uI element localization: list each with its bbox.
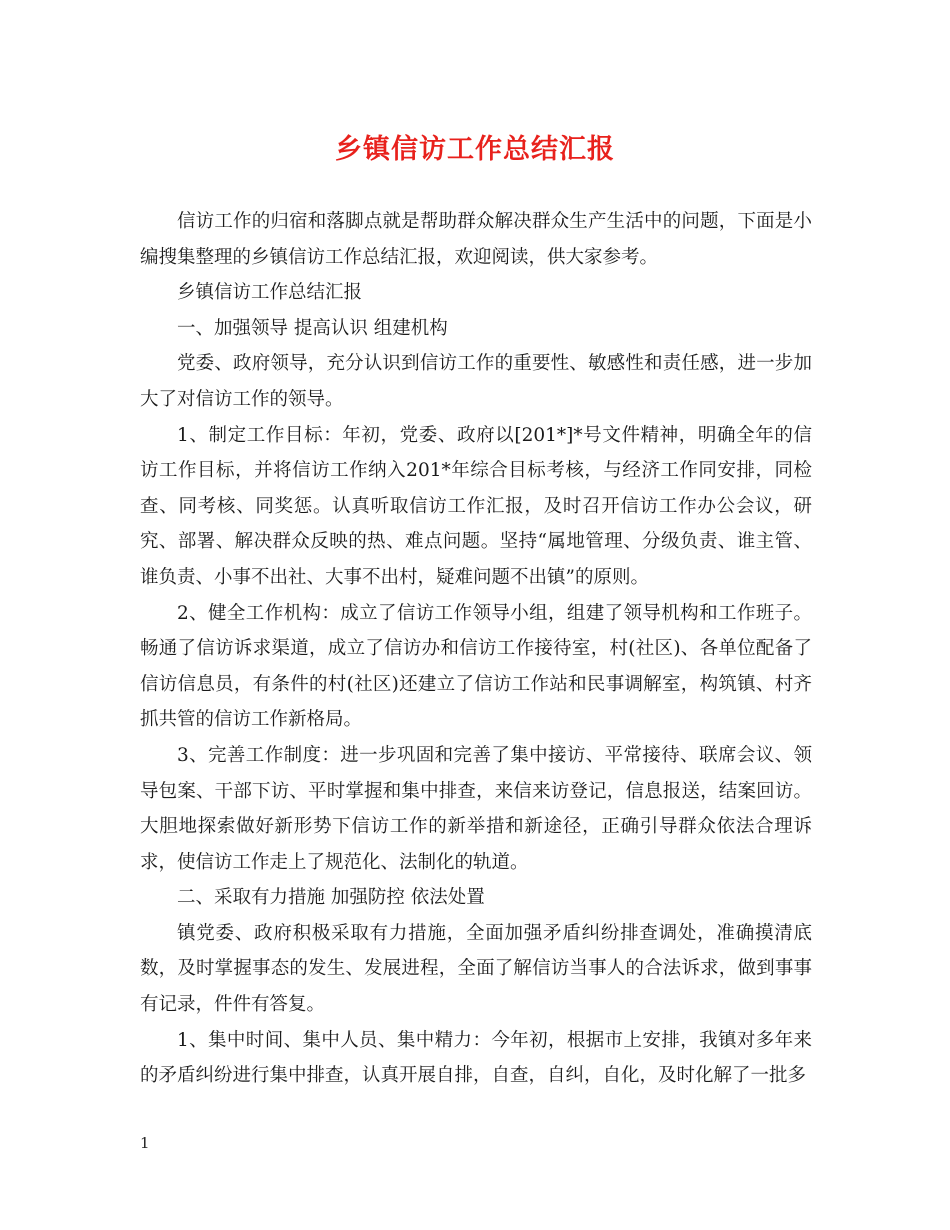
page-number: 1	[140, 1134, 150, 1152]
document-body	[140, 204, 812, 1094]
paragraph: 3、完善工作制度：进一步巩固和完善了集中接访、平常接待、联席会议、领导包案、干部下访、平时掌握和集中排查，来信来访登记，信息报送，结案回访。大胆地探索做好新形势下信访工作的新举措和新途径，正确引导群众依法合理诉求，使信访工作走上了规范化、法制化的轨道。	[140, 744, 812, 873]
paragraph: 镇党委、政府积极采取有力措施，全面加强矛盾纠纷排查调处，准确摸清底数，及时掌握事态的发生、发展进程，全面了解信访当事人的合法诉求，做到事事有记录，件件有答复。	[140, 922, 812, 1016]
paragraph-intro: 信访工作的归宿和落脚点就是帮助群众解决群众生产生活中的问题，下面是小编搜集整理的乡镇信访工作总结汇报，欢迎阅读，供大家参考。	[140, 211, 812, 268]
section-heading-2: 二、采取有力措施 加强防控 依法处置	[177, 887, 485, 909]
document-title: 乡镇信访工作总结汇报	[335, 134, 615, 165]
paragraph-subtitle: 乡镇信访工作总结汇报	[177, 282, 363, 304]
paragraph: 2、健全工作机构：成立了信访工作领导小组，组建了领导机构和工作班子。畅通了信访诉求渠道，成立了信访办和信访工作接待室，村(社区)、各单位配备了信访信息员，有条件的村(社区)还建立了信访工作站和民事调解室，构筑镇、村齐抓共管的信访工作新格局。	[140, 602, 812, 731]
paragraph: 1、制定工作目标：年初，党委、政府以[201*]*号文件精神，明确全年的信访工作目标，并将信访工作纳入201*年综合目标考核，与经济工作同安排，同检查、同考核、同奖惩。认真听取信访工作汇报，及时召开信访工作办公会议，研究、部署、解决群众反映的热、难点问题。坚持“属地管理、分级负责、谁主管、谁负责、小事不出社、大事不出村，疑难问题不出镇”的原则。	[140, 424, 812, 588]
section-heading-1: 一、加强领导 提高认识 组建机构	[177, 317, 448, 339]
paragraph: 党委、政府领导，充分认识到信访工作的重要性、敏感性和责任感，进一步加大了对信访工作的领导。	[140, 353, 812, 410]
paragraph: 1、集中时间、集中人员、集中精力：今年初，根据市上安排，我镇对多年来的矛盾纠纷进行集中排查，认真开展自排，自查，自纠，自化，及时化解了一批多	[140, 1029, 812, 1087]
